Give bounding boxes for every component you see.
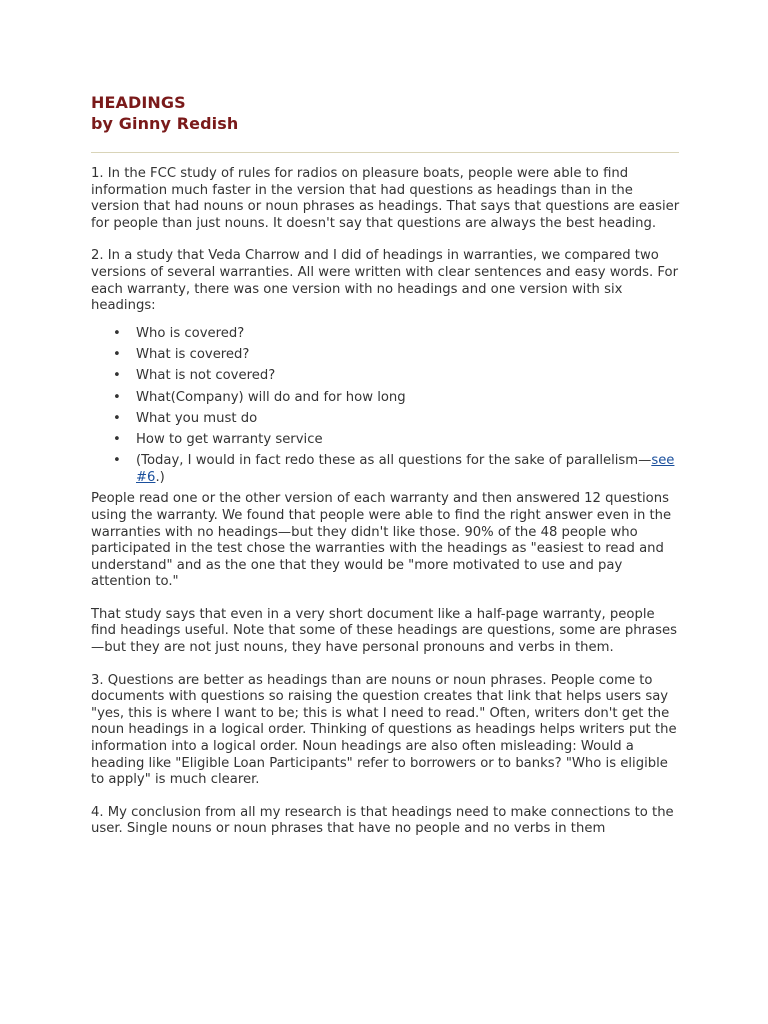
article-content (91, 92, 681, 838)
paragraph-6: 4. My conclusion from all my research is that headings need to make connections to the user. Single nouns or noun phrases that have no people and no verbs in them (91, 804, 674, 837)
paragraph-2: 2. In a study that Veda Charrow and I did of headings in warranties, we compared two versions of several warranties. All were written with clear sentences and easy words. For each warranty, there was one version with no headings and one version with six headings: (91, 248, 679, 314)
see-6-link[interactable]: see #6 (136, 453, 675, 486)
note-text-end: .) (155, 470, 165, 486)
list-item: • Who is covered? (91, 326, 681, 343)
list-item: • What you must do (91, 411, 681, 428)
list-item: • What(Company) will do and for how long (91, 390, 681, 407)
paragraph-1: 1. In the FCC study of rules for radios on pleasure boats, people were able to find information much faster in the version that had questions as headings than in the version that had nouns or noun phrases as headings. That says that questions are easier for people than just nouns. It doesn't say that questions are always the best heading. (91, 166, 680, 231)
list-item: • What is covered? (91, 347, 681, 364)
list-item-note (91, 453, 681, 486)
list-item: • What is not covered? (91, 368, 681, 385)
title-heading: HEADINGS (91, 93, 186, 112)
note-text: (Today, I would in fact redo these as all questions for the sake of parallelism— (136, 453, 652, 469)
paragraph-3: People read one or the other version of each warranty and then answered 12 questions using the warranty. We found that people were able to find the right answer even in the warranties with no headings—but they didn't like those. 90% of the 48 people who participated in the test chose the warranties with the headings as "easiest to read and understand" and as the one that they would be "more motivated to use and pay attention to." (91, 491, 672, 590)
title-byline: by Ginny Redish (91, 114, 239, 133)
article-title (91, 92, 681, 134)
title-divider (91, 152, 679, 153)
list-item: • How to get warranty service (91, 432, 681, 449)
article-body (91, 166, 681, 838)
paragraph-4: That study says that even in a very short document like a half-page warranty, people find headings useful. Note that some of these headings are questions, some are phrases —but they are not just nouns, they have personal pronouns and verbs in them. (91, 606, 678, 656)
warranty-headings-list (91, 326, 681, 487)
paragraph-5: 3. Questions are better as headings than are nouns or noun phrases. People come to documents with questions so raising the question creates that link that helps users say "yes, this is where I want to be; this is what I need to read." Often, writers don't get the noun headings in a logical order. Thinking of questions as headings helps writers put the information into a logical order. Noun headings are also often misleading: Would a heading like "Eligible Loan Participants" refer to borrowers or to banks? "Who is eligible to apply" is much clearer. (91, 672, 677, 788)
